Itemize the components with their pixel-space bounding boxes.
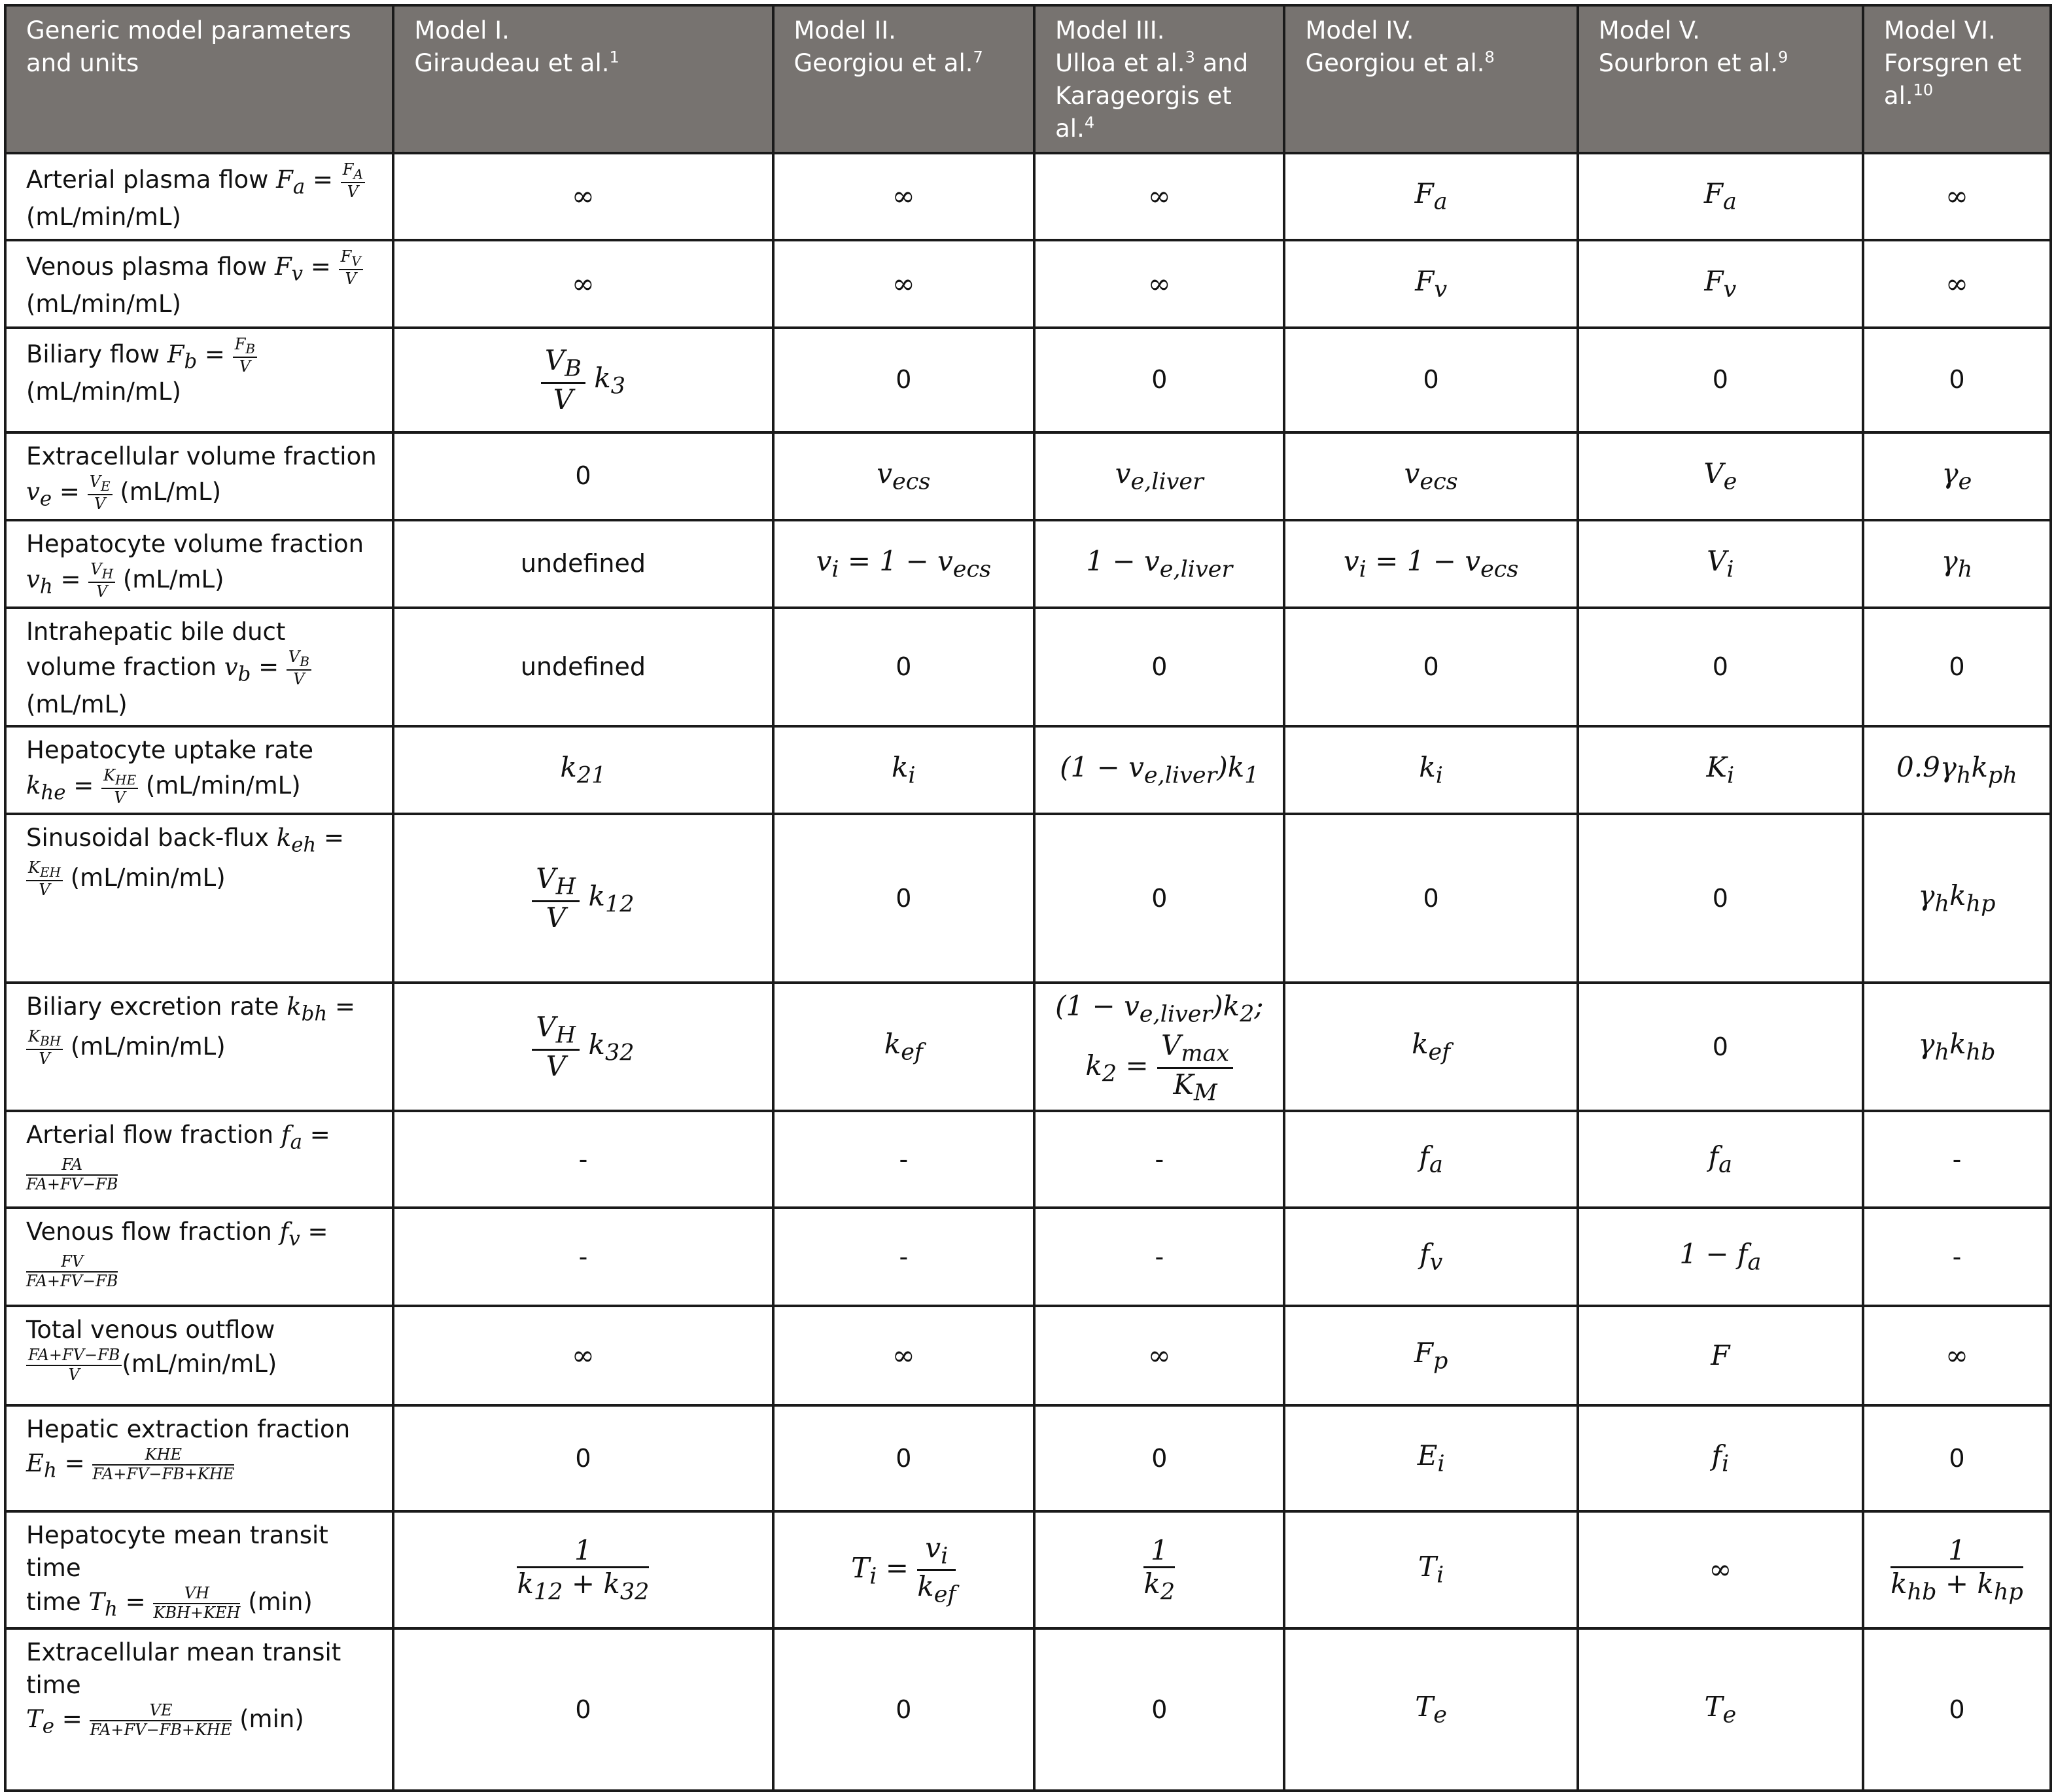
value-cell: 0 <box>393 432 773 520</box>
value-cell: - <box>393 1208 773 1306</box>
header-model-3: Model III. Ulloa et al.$^3$ and Karageorgis et al.$^4$ <box>1034 5 1284 153</box>
value-cell: $k_{ef}$ <box>1284 983 1577 1111</box>
table-row <box>5 608 2051 726</box>
value-cell: ∞ <box>1863 1306 2051 1405</box>
table-row <box>5 726 2051 814</box>
value-cell: $F_a$ <box>1284 153 1577 240</box>
table-row <box>5 983 2051 1111</box>
header-model-5: Model V. Sourbron et al.$^9$ <box>1578 5 1863 153</box>
value-cell: 0 <box>1863 1628 2051 1791</box>
value-cell: $f_a$ <box>1284 1111 1577 1208</box>
value-cell: 0 <box>773 814 1035 983</box>
header-model-2: Model II. Georgiou et al.$^7$ <box>773 5 1035 153</box>
value-cell: ∞ <box>1863 153 2051 240</box>
value-cell: $v_{ecs}$ <box>773 432 1035 520</box>
value-cell: $T_e$ <box>1284 1628 1577 1791</box>
value-cell: - <box>773 1208 1035 1306</box>
value-cell: 0 <box>1284 328 1577 432</box>
param-cell: Total venous outflow $\frac{FA+FV-FB}{V}$ (mL/min/mL) <box>5 1306 393 1405</box>
value-cell: $K_i$ <box>1578 726 1863 814</box>
header-model-1: Model I. Giraudeau et al.$^1$ <box>393 5 773 153</box>
value-cell: - <box>1034 1111 1284 1208</box>
param-cell: Hepatic extraction fraction $E_h$ = $\frac{\text{KHE}}{\text{FA+FV−FB+KHE}}$ <box>5 1405 393 1511</box>
value-cell: $v_i = 1 - v_{ecs}$ <box>1284 520 1577 608</box>
value-cell: 0 <box>1034 1405 1284 1511</box>
value-cell: undefined <box>393 608 773 726</box>
value-cell: $1 - f_a$ <box>1578 1208 1863 1306</box>
header-row <box>5 5 2051 153</box>
value-cell: ∞ <box>1034 240 1284 328</box>
value-cell: 0 <box>1863 608 2051 726</box>
table-row <box>5 432 2051 520</box>
param-cell: Venous flow fraction $f_v$ = $\frac{FV}{FA+FV-FB}$ <box>5 1208 393 1306</box>
value-cell: $k_{21}$ <box>393 726 773 814</box>
table-row <box>5 1405 2051 1511</box>
value-cell: 0 <box>1863 1405 2051 1511</box>
value-cell: $v_{ecs}$ <box>1284 432 1577 520</box>
value-cell: $(1 - v_{e,liver})k_2$; $k_2$ = $\frac{V_{max}}{K_M}$ <box>1034 983 1284 1111</box>
table-row <box>5 814 2051 983</box>
value-cell: ∞ <box>773 1306 1035 1405</box>
param-cell: Biliary excretion rate $k_{bh}$ = $\frac{K_{BH}}{V}$ (mL/min/mL) <box>5 983 393 1111</box>
param-cell: Sinusoidal back-flux $k_{eh}$ = $\frac{K_{EH}}{V}$ (mL/min/mL) <box>5 814 393 983</box>
value-cell: $\frac{1}{k_2}$ <box>1034 1511 1284 1628</box>
table-row <box>5 240 2051 328</box>
value-cell: $\frac{1}{k_{12} + k_{32}}$ <box>393 1511 773 1628</box>
value-cell: ∞ <box>1034 153 1284 240</box>
value-cell: $V_e$ <box>1578 432 1863 520</box>
value-cell: $E_i$ <box>1284 1405 1577 1511</box>
value-cell: $\frac{V_B}{V}$ $k_3$ <box>393 328 773 432</box>
value-cell: 0 <box>1034 608 1284 726</box>
value-cell: 0 <box>1034 1628 1284 1791</box>
table-row <box>5 1208 2051 1306</box>
value-cell: $\gamma_hk_{hp}$ <box>1863 814 2051 983</box>
value-cell: 0 <box>1578 328 1863 432</box>
value-cell: $T_i$ = $\frac{v_i}{k_{ef}}$ <box>773 1511 1035 1628</box>
value-cell: - <box>1863 1111 2051 1208</box>
value-cell: - <box>1863 1208 2051 1306</box>
param-cell: Hepatocyte mean transit time time $T_h$ = $\frac{VH}{\text{KBH+KEH}}$ (min) <box>5 1511 393 1628</box>
value-cell: $k_i$ <box>1284 726 1577 814</box>
param-cell: Venous plasma flow $F_v$ = $\frac{F_V}{V}$ (mL/min/mL) <box>5 240 393 328</box>
value-cell: 0 <box>1284 814 1577 983</box>
value-cell: $f_v$ <box>1284 1208 1577 1306</box>
param-cell: Hepatocyte uptake rate $k_{he}$ = $\frac{K_{HE}}{V}$ (mL/min/mL) <box>5 726 393 814</box>
value-cell: 0 <box>1284 608 1577 726</box>
value-cell: $f_i$ <box>1578 1405 1863 1511</box>
header-model-4: Model IV. Georgiou et al.$^8$ <box>1284 5 1577 153</box>
value-cell: undefined <box>393 520 773 608</box>
value-cell: 0 <box>1034 814 1284 983</box>
value-cell: - <box>1034 1208 1284 1306</box>
value-cell: 0 <box>1578 608 1863 726</box>
value-cell: $\gamma_hk_{hb}$ <box>1863 983 2051 1111</box>
value-cell: $(1 - v_{e,liver})k_1$ <box>1034 726 1284 814</box>
header-model-6: Model VI. Forsgren et al.$^{10}$ <box>1863 5 2051 153</box>
value-cell: ∞ <box>773 240 1035 328</box>
value-cell: ∞ <box>773 153 1035 240</box>
value-cell: $v_{e,liver}$ <box>1034 432 1284 520</box>
value-cell: 0 <box>1578 814 1863 983</box>
value-cell: $k_{ef}$ <box>773 983 1035 1111</box>
value-cell: - <box>393 1111 773 1208</box>
value-cell: $1 - v_{e,liver}$ <box>1034 520 1284 608</box>
table-row <box>5 1628 2051 1791</box>
value-cell: $F_a$ <box>1578 153 1863 240</box>
value-cell: 0 <box>393 1628 773 1791</box>
table-row <box>5 1511 2051 1628</box>
param-cell: Extracellular mean transit time $T_e$ = $\frac{VE}{\text{FA+FV−FB+KHE}}$ (min) <box>5 1628 393 1791</box>
value-cell: $\frac{V_H}{V}$ $k_{32}$ <box>393 983 773 1111</box>
model-parameter-table <box>4 4 2052 1792</box>
value-cell: 0 <box>773 328 1035 432</box>
value-cell: ∞ <box>393 240 773 328</box>
value-cell: $F_v$ <box>1578 240 1863 328</box>
value-cell: 0 <box>773 1405 1035 1511</box>
value-cell: ∞ <box>1578 1511 1863 1628</box>
param-cell: Arterial flow fraction $f_a$ = $\frac{FA}{FA+FV-FB}$ <box>5 1111 393 1208</box>
value-cell: 0 <box>1034 328 1284 432</box>
value-cell: $\frac{V_H}{V}$ $k_{12}$ <box>393 814 773 983</box>
value-cell: $v_i = 1 - v_{ecs}$ <box>773 520 1035 608</box>
value-cell: $F_p$ <box>1284 1306 1577 1405</box>
value-cell: $V_i$ <box>1578 520 1863 608</box>
value-cell: $\gamma_e$ <box>1863 432 2051 520</box>
value-cell: - <box>773 1111 1035 1208</box>
param-cell: Intrahepatic bile duct volume fraction $v_b$ = $\frac{V_B}{V}$ (mL/mL) <box>5 608 393 726</box>
value-cell: $k_i$ <box>773 726 1035 814</box>
table-row <box>5 153 2051 240</box>
value-cell: ∞ <box>1034 1306 1284 1405</box>
param-cell: Hepatocyte volume fraction $v_h$ = $\frac{V_H}{V}$ (mL/mL) <box>5 520 393 608</box>
value-cell: 0 <box>1863 328 2051 432</box>
value-cell: ∞ <box>393 153 773 240</box>
table-row <box>5 1306 2051 1405</box>
param-cell: Extracellular volume fraction $v_e$ = $\frac{V_E}{V}$ (mL/mL) <box>5 432 393 520</box>
table-row <box>5 520 2051 608</box>
header-param: Generic model parameters and units <box>5 5 393 153</box>
value-cell: $\frac{1}{k_{hb} + k_{hp}}$ <box>1863 1511 2051 1628</box>
value-cell: 0 <box>773 608 1035 726</box>
value-cell: $f_a$ <box>1578 1111 1863 1208</box>
param-cell: Arterial plasma flow $F_a$ = $\frac{F_A}{V}$ (mL/min/mL) <box>5 153 393 240</box>
param-cell: Biliary flow $F_b$ = $\frac{F_B}{V}$ (mL/min/mL) <box>5 328 393 432</box>
value-cell: 0 <box>393 1405 773 1511</box>
value-cell: $\gamma_h$ <box>1863 520 2051 608</box>
value-cell: ∞ <box>1863 240 2051 328</box>
value-cell: $F_v$ <box>1284 240 1577 328</box>
value-cell: $T_i$ <box>1284 1511 1577 1628</box>
value-cell: $0.9\gamma_hk_{ph}$ <box>1863 726 2051 814</box>
table-row <box>5 328 2051 432</box>
value-cell: ∞ <box>393 1306 773 1405</box>
value-cell: F <box>1578 1306 1863 1405</box>
table-row <box>5 1111 2051 1208</box>
value-cell: 0 <box>1578 983 1863 1111</box>
value-cell: 0 <box>773 1628 1035 1791</box>
value-cell: $T_e$ <box>1578 1628 1863 1791</box>
